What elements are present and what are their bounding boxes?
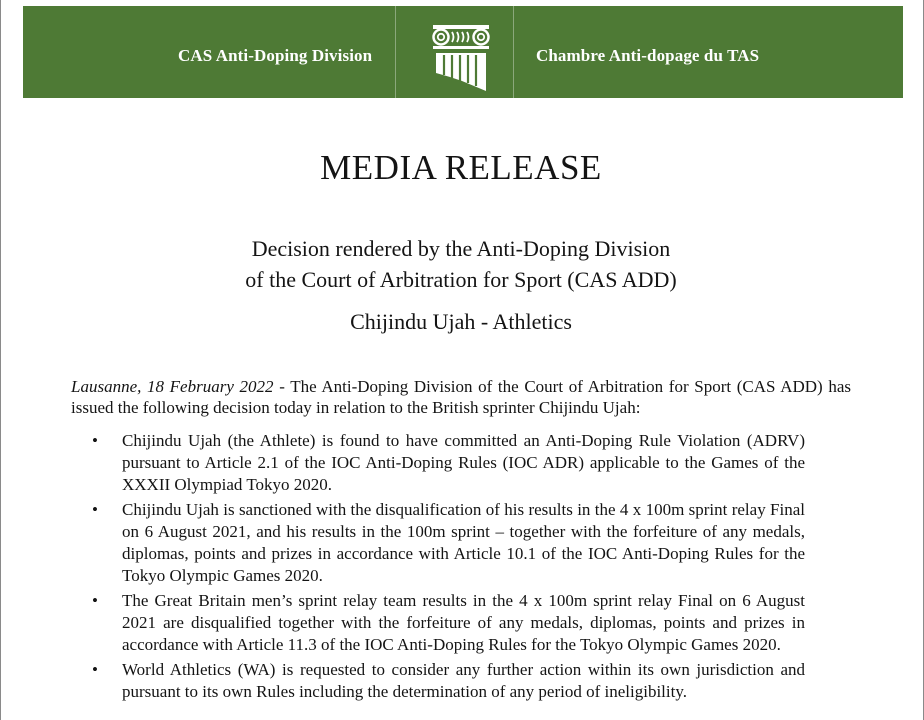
list-item-text: The Great Britain men’s sprint relay team results in the 4 x 100m sprint relay Final on 6 August 2021 are disqualified together with the forfeiture of any medals, diplomas, points and prizes in accordance with Article 11.3 of the IOC Anti-Doping Rules for the Tokyo Olympic Games 2020.: [122, 591, 805, 654]
intro-paragraph: [71, 376, 851, 418]
decision-list: [0, 430, 922, 706]
list-item-text: World Athletics (WA) is requested to consider any further action within its own jurisdiction and pursuant to its own Rules including the determination of any period of ineligibility.: [122, 660, 805, 701]
division-name-fr: Chambre Anti-dopage du TAS: [536, 46, 760, 65]
list-item-text: Chijindu Ujah (the Athlete) is found to have committed an Anti-Doping Rule Violation (ADRV) pursuant to Article 2.1 of the IOC Anti-Doping Rules (IOC ADR) applicable to the Games of the XXXII Olympiad Tokyo 2020.: [122, 431, 805, 494]
decision-subtitle-line-1: Decision rendered by the Anti-Doping Division: [251, 236, 671, 261]
bullet-icon: •: [92, 591, 98, 610]
bullet-icon: •: [92, 431, 98, 450]
list-item: [0, 590, 922, 656]
decision-subtitle-line-2: of the Court of Arbitration for Sport (CAS ADD): [245, 267, 677, 292]
banner-divider-right: [513, 6, 514, 98]
list-item-text: Chijindu Ujah is sanctioned with the disqualification of his results in the 4 x 100m sprint relay Final on 6 August 2021, and his results in the 100m sprint – together with the forfeiture of any medals, diplomas, points and prizes in accordance with Article 10.1 of the IOC Anti-Doping Rules for the Tokyo Olympic Games 2020.: [122, 500, 805, 585]
bullet-icon: •: [92, 660, 98, 679]
header-banner: [23, 6, 903, 98]
list-item: [0, 430, 922, 496]
banner-divider-left: [395, 6, 396, 98]
case-title: Chijindu Ujah - Athletics: [350, 309, 572, 334]
ionic-column-logo-icon: [430, 23, 492, 93]
bullet-icon: •: [92, 500, 98, 519]
list-item: [0, 499, 922, 587]
list-item: [0, 659, 922, 703]
intro-text: - The Anti-Doping Division of the Court of Arbitration for Sport (CAS ADD) has issued the following decision today in relation to the British sprinter Chijindu Ujah:: [71, 377, 852, 417]
page-title: MEDIA RELEASE: [320, 148, 602, 187]
dateline: Lausanne, 18 February 2022: [71, 377, 274, 396]
division-name-en: CAS Anti-Doping Division: [178, 46, 373, 65]
